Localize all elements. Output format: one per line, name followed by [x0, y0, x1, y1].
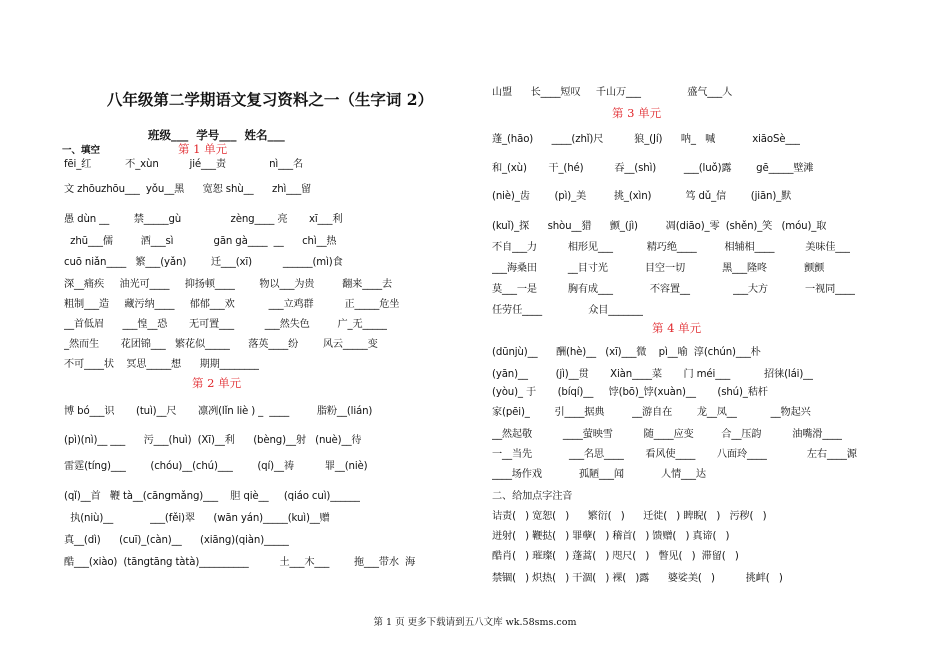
left-exercise-line: 愚 dùn __ 禁_____gù zèng____ 亮 xī___利: [64, 214, 343, 225]
section-fill-blank-heading: 一、填空: [62, 145, 101, 156]
page-title: 八年级第二学期语文复习资料之一（生字词 2）: [106, 90, 434, 109]
left-exercise-line: cuō niǎn____ 繁___(yǎn) 迁___(xī) ______(mì)食: [64, 257, 343, 268]
right-exercise-line: 任劳任____ 众目_______: [492, 305, 643, 316]
right-exercise-line: 迸射( ) 鞭挞( ) 罪孽( ) 稽首( ) 馈赠( ) 真谛( ): [492, 531, 730, 542]
right-exercise-line: (yòu)_ 于 (bíqí)__ 饽(bō)_饽(xuàn)__ (shú)_秸杆: [492, 387, 768, 398]
right-exercise-line: __然起敬 ____萤映雪 随____应变 合__压韵 油嘴滑____: [492, 429, 843, 440]
right-exercise-line: 和_(xù) 干_(hé) 吞__(shì) ___(luǒ)露 gē_____壁滩: [492, 163, 814, 174]
left-exercise-line: 粗制___造 藏污纳____ 郁郁___欢 ___立鸡群 正_____危坐: [64, 299, 400, 310]
unit-3-heading: 第 3 单元: [612, 106, 662, 120]
left-exercise-line: (pì)(nì)__ ___ 污___(huì) (Xī)__利 (bèng)__射 (nuè)__待: [64, 435, 362, 446]
left-exercise-line: 执(niù)__ ___(fěi)翠 (wān yán)_____(kuì)__赠: [64, 513, 330, 524]
right-exercise-line: (kuǐ)_探 shòu__猎 颤_(jì) 凋(diāo)_零 (shěn)_笑 (móu)_取: [492, 221, 827, 232]
right-exercise-line: 莫___一是 胸有成___ 不容置__ ___大方 一视同____: [492, 284, 855, 295]
left-exercise-line: 真__(dì) (cuī)_(càn)__ (xiāng)(qiàn)_____: [64, 535, 289, 546]
left-exercise-line: __首低眉 ___惶__恐 无可置___ ___然失色 广_无_____: [64, 319, 388, 330]
right-exercise-line: 不自___力 相形见___ 精巧绝____ 相辅相____ 美味佳___: [492, 242, 851, 253]
right-exercise-line: 禁锢( ) 炽热( ) 干涸( ) 裸( )露 婆娑美( ) 挑衅( ): [492, 573, 783, 584]
student-info-line: 班级___ 学号___ 姓名___: [148, 128, 285, 142]
left-exercise-line: 文 zhōuzhōu___ yǒu__黑 宽恕 shù__ zhì___留: [64, 184, 312, 195]
right-exercise-line: 山盟 长____短叹 千山万___ 盛气___人: [492, 87, 733, 98]
unit-4-heading: 第 4 单元: [652, 321, 702, 335]
right-exercise-line: (yān)__ (jì)__贯 Xiàn____菜 门 méi___ 招徕(lái)__: [492, 369, 814, 380]
left-exercise-line: 不可____状 冥思_____想 期期________: [64, 359, 260, 370]
unit-1-heading: 第 1 单元: [178, 142, 228, 156]
left-exercise-line: fēi_红 不_xùn jié___责 nì___名: [64, 159, 303, 170]
left-exercise-line: 酷___(xiào) (tāngtāng tàtà)__________ 土___木___ 拖___带水 海: [64, 557, 416, 568]
left-exercise-line: (qǐ)__首 鞭 tà__(cāngmǎng)___ 胆 qiè__ (qiáo cuì)______: [64, 491, 360, 502]
right-exercise-line: (dūnjù)__ 酬(hè)__ (xī)___微 pì__喻 淳(chún)___朴: [492, 347, 761, 358]
right-exercise-line: 酷肖( ) 璀璨( ) 蓬蒿( ) 咫尺( ) 瞥见( ) 滞留( ): [492, 551, 739, 562]
right-exercise-line: (niè)_齿 (pì)_美 挑_(xìn) 笃 dǔ_信 (jiān)_默: [492, 191, 792, 202]
right-exercise-line: 诘责( ) 宽恕( ) 繁衍( ) 迁徙( ) 睥睨( ) 污秽( ): [492, 511, 767, 522]
right-exercise-line: 一__当先 ___名思____ 看风使____ 八面玲____ 左右____源: [492, 449, 857, 460]
right-exercise-line: ____场作戏 孤陋___闻 人情___达: [492, 469, 706, 480]
left-exercise-line: 博 bó___识 (tuì)__尺 凛冽(lǐn liè ) _ ____ 脂粉__(lián): [64, 406, 373, 417]
page-footer: 第 1 页 更多下载请到五八文库 wk.58sms.com: [373, 617, 577, 628]
left-exercise-line: 深__痛疾 油光可____ 抑扬顿____ 物以___为贵 翻来____去: [64, 279, 393, 290]
right-exercise-line: 二、给加点字注音: [492, 491, 573, 502]
left-exercise-line: 雷霆(tíng)___ (chóu)__(chú)___ (qí)__祷 罪__(niè): [64, 461, 368, 472]
left-exercise-line: _然而生 花团锦___ 繁花似_____ 落英____纷 风云_____变: [64, 339, 378, 350]
unit-2-heading: 第 2 单元: [192, 376, 242, 390]
left-exercise-line: zhū___儒 酒___sì gān gà____ __ chì__热: [64, 236, 337, 247]
right-exercise-line: 家(pēi)_ 引____据典 __游自在 龙__凤__ __物起兴: [492, 407, 811, 418]
right-exercise-line: ___海桑田 __目寸光 目空一切 黑___隆咚 颤颤: [492, 263, 825, 274]
right-exercise-line: 蓬_(hāo) ____(zhǐ)尺 狼_(Jí) 呐_ 喊 xiāoSè___: [492, 134, 801, 145]
